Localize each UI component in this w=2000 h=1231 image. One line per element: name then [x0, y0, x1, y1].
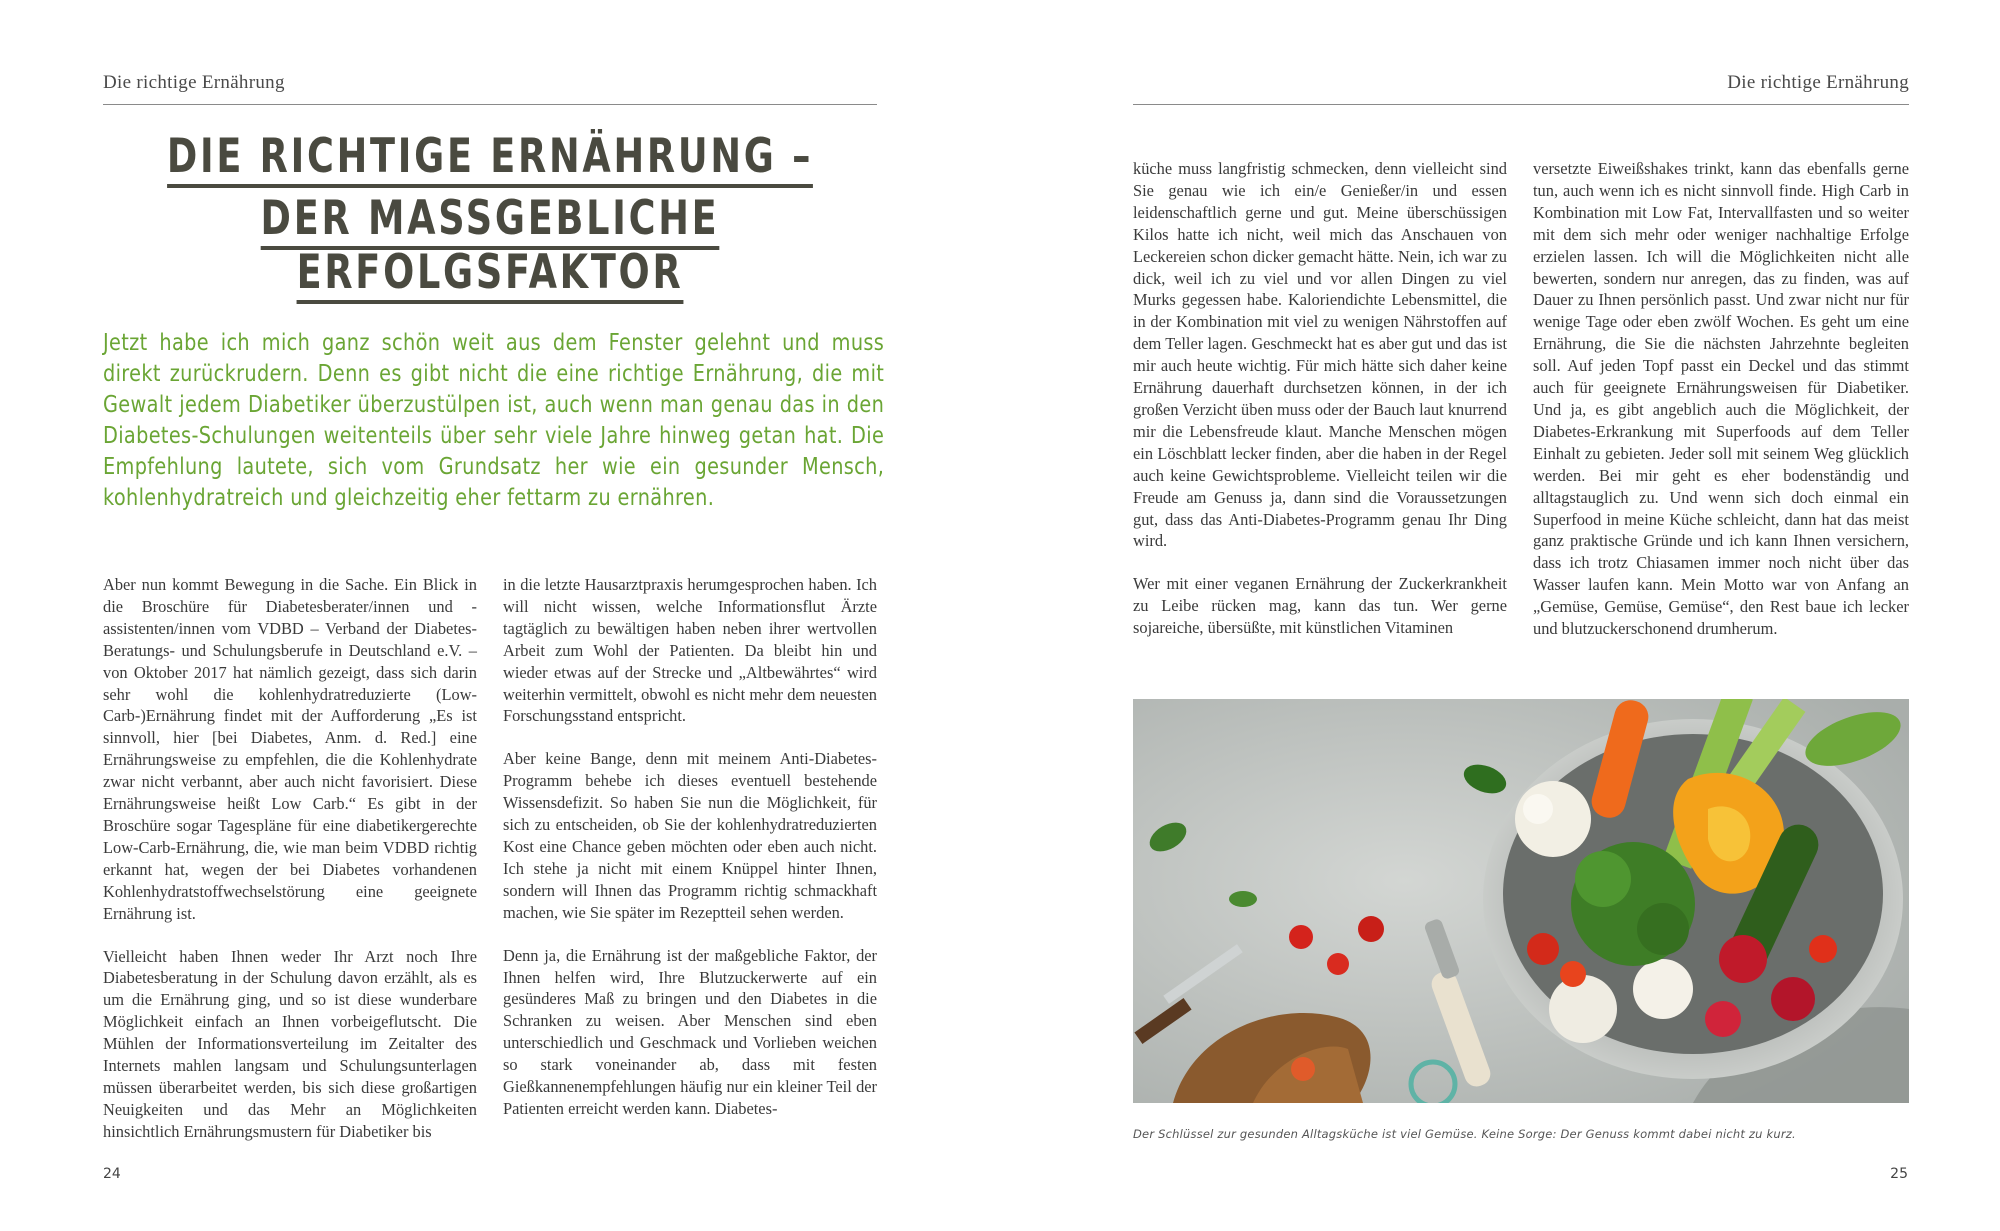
header-rule-left: [103, 104, 877, 105]
headline-line-2: DER MASSGEBLICHE ERFOLGSFAKTOR: [261, 191, 720, 304]
column3-paragraph: küche muss langfristig schmecken, denn vielleicht sind Sie genau wie ich ein/e Genießer/in und essen leidenschaftlich gerne und gut. Meine überschüssigen Kilos hatte ich nicht, weil mich das Anschauen von Leckereien schon dicker gemacht hätte. Nein, ich war zu dick, weil ich zu viel und vor allen Dingen zu viel Murks gegessen habe. Kaloriendichte Lebensmittel, die in der Kombination mit viel zu wenigen Nährstoffen auf dem Teller lagen. Geschmeckt hat es aber gut und das ist mir auch heute wichtig. Für mich hätte sich daher keine Ernährung dauerhaft durchsetzen können, in der ich großen Verzicht üben muss oder der Bauch laut knurrend mir die Lebensfreude klaut. Manche Menschen mögen ein Löschblatt lecker finden, aber die haben in der Regel auch keine Gewichtsprobleme. Vielleicht teilen wir die Freude am Genuss ja, dann sind die Voraussetzungen gut, dass das Anti-Diabetes-Programm genau Ihr Ding wird.: [1133, 159, 1507, 551]
lead-paragraph: [103, 328, 884, 514]
body-column-4: [1533, 158, 1909, 661]
photo-caption: Der Schlüssel zur gesunden Alltagsküche ist viel Gemüse. Keine Sorge: Der Genuss kommt dabei nicht zu kurz.: [1133, 1127, 1796, 1141]
column4-paragraph: versetzte Eiweißshakes trinkt, kann das ebenfalls gerne tun, auch wenn ich es nicht sinnvoll finde. High Carb in Kombination mit Low Fat, Intervallfasten und so weiter mit dem sich mehr oder weniger nachhaltige Erfolge erzielen lassen. Ich will die Möglichkeiten nicht alle bewerten, sondern nur anregen, das zu finden, was auf Dauer zu Ihnen persönlich passt. Und zwar nicht nur für wenige Tage oder eben zwölf Wochen. Es geht um eine Ernährung, die Sie die nächsten Jahrzehnte begleiten soll. Auf jeden Topf passt ein Deckel und das stimmt auch für geeignete Ernährungsweisen für Diabetiker. Und ja, es gibt angeblich auch die Möglichkeit, der Diabetes-Erkrankung mit Superfoods auf dem Teller Einhalt zu gebieten. Jeder soll mit seinem Weg glücklich werden. Bei mir geht es eher bodenständig und alltagstauglich zu. Und wenn sich doch einmal ein Superfood in meine Küche schleicht, dann hat das meist ganz praktische Gründe und ich kann Ihnen versichern, dass ich trotz Chiasamen immer noch nicht über das Wasser laufen kann. Mein Motto war von Anfang an „Gemüse, Gemüse, Gemüse“, den Rest baue ich lecker und blutzuckerschonend drumherum.: [1533, 159, 1909, 639]
body-column-2: [503, 574, 877, 1141]
header-rule-right: [1133, 104, 1909, 105]
running-head-left: Die richtige Ernährung: [103, 72, 285, 93]
column3-paragraph: Wer mit einer veganen Ernährung der Zuckerkrankheit zu Leibe rücken mag, kann das tun. Wer gerne sojareiche, übersüßte, mit künstlichen Vitaminen: [1133, 574, 1507, 638]
column1-paragraph: Vielleicht haben Ihnen weder Ihr Arzt noch Ihre Diabetesberatung in der Schulung davon erzählt, als es um die Ernährung ging, und so ist diese wunderbare Möglichkeit einfach an Ihnen vorbeigeflutscht. Die Mühlen der Informationsverteilung im Zeitalter des Internets mahlen langsam und Schulungsunterlagen müssen überarbeitet werden, bis sich diese großartigen Neuigkeiten und das Mehr an Möglichkeiten hinsichtlich Ernährungsmustern für Diabetiker bis: [103, 946, 477, 1141]
column2-paragraph: in die letzte Hausarztpraxis herumgesprochen haben. Ich will nicht wissen, welche Informationsflut Ärzte tagtäglich zu bewältigen haben neben ihrer wertvollen Arbeit zum Wohl der Patienten. Da bleibt hin und wieder etwas auf der Strecke und „Altbewährtes“ wird weiterhin vermittelt, obwohl es nicht mehr dem neuesten Forschungsstand entspricht.: [503, 575, 877, 726]
column2-paragraph: Denn ja, die Ernährung ist der maßgebliche Faktor, der Ihnen helfen wird, Ihre Blutzuckerwerte auf ein gesünderes Maß zu bringen und den Diabetes in die Schranken zu weisen. Aber Menschen sind eben unterschiedlich und Geschmack und Vorlieben weichen so stark voneinander ab, dass mit festen Gießkannenempfehlungen häufig nur ein kleiner Teil der Patienten erreicht werden kann. Diabetes-: [503, 945, 877, 1118]
page-number-left: 24: [103, 1166, 121, 1182]
column2-paragraph: Aber keine Bange, denn mit meinem Anti-Diabetes-Programm behebe ich dieses eventuell bestehende Wissensdefizit. So haben Sie nun die Möglichkeit, für sich zu entscheiden, ob Sie der kohlenhydratreduzierten Kost eine Chance geben möchten oder eben auch nicht. Ich stehe ja nicht mit einem Knüppel hinter Ihnen, sondern will Ihnen das Programm richtig schmackhaft machen, wie Sie später im Rezeptteil sehen werden.: [503, 749, 877, 922]
lead-text: Jetzt habe ich mich ganz schön weit aus dem Fenster gelehnt und muss direkt zurückrudern. Denn es gibt nicht die eine richtige Ernährung, die mit Gewalt jedem Diabetiker überzustülpen ist, auch wenn man genau das in den Diabetes-Schulungen weitenteils über sehr viele Jahre hinweg getan hat. Die Empfehlung lautete, sich vom Grundsatz her wie ein gesunder Mensch, kohlenhydratreich und gleichzeitig eher fettarm zu ernähren.: [103, 330, 885, 511]
body-column-1: [103, 574, 477, 1164]
page-number-right: 25: [1890, 1166, 1908, 1182]
running-head-right: Die richtige Ernährung: [1727, 72, 1909, 93]
vegetable-bowl-illustration: [1133, 699, 1909, 1103]
page-headline: [139, 130, 841, 300]
column1-paragraph: Aber nun kommt Bewegung in die Sache. Ein Blick in die Broschüre für Diabetesberater/innen und -assistenten/innen vom VDBD – Verband der Diabetes-Beratungs- und Schulungsberufe in Deutschland e.V. – von Oktober 2017 hat nämlich gezeigt, dass sich darin sehr wohl die kohlenhydratreduzierte (Low-Carb-)Ernährung findet mit der Aufforderung „Es ist sinnvoll, hier [bei Diabetes, Anm. d. Red.] eine Ernährungsweise zu empfehlen, die die Kohlenhydrate zwar nicht verbannt, aber auch nicht favorisiert. Diese Ernährungsweise heißt Low Carb.“ Es gibt in der Broschüre sogar Tagespläne für eine diabetikergerechte Low-Carb-Ernährung, die, wie man beim VDBD richtig erkannt hat, wegen der bei Diabetes vorhandenen Kohlenhydratstoffwechselstörung eine geeignete Ernährung ist.: [103, 575, 477, 923]
body-column-3: [1133, 158, 1507, 660]
vegetable-photo: [1133, 699, 1909, 1103]
headline-line-1: DIE RICHTIGE ERNÄHRUNG –: [167, 129, 813, 188]
